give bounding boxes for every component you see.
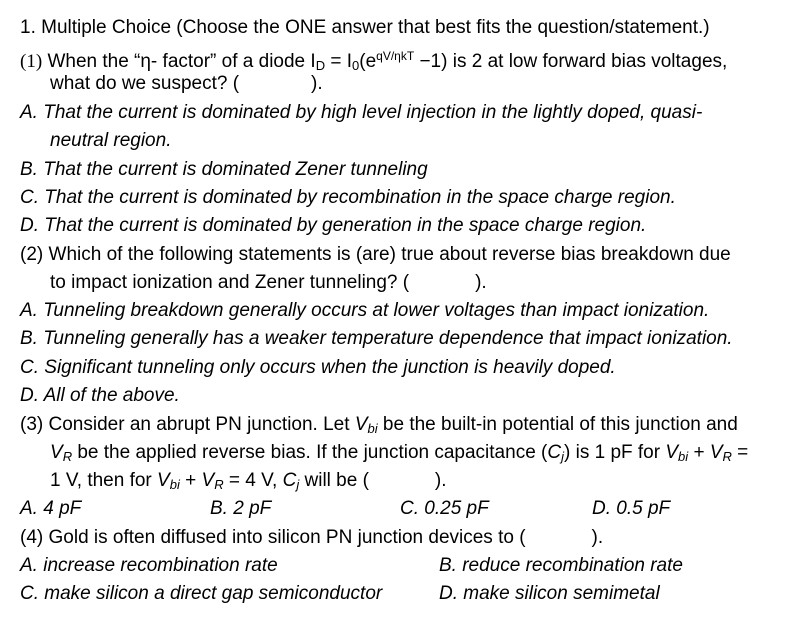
question-2-stem-cont: to impact ionization and Zener tunneling? ( ).: [50, 272, 487, 293]
question-2-option-b: B. Tunneling generally has a weaker temperature dependence that impact ionization.: [20, 328, 733, 349]
question-4-option-a: A. increase recombination rate: [20, 555, 278, 576]
question-3-stem-line-2: $V_R$ be the applied reverse bias. If the junction capacitance $(C_j)$ is 1 pF for $V_{bi} + V_R$ =: [50, 442, 749, 464]
question-1-text: When the “η- factor” of a diode $I_D = I_0(e^{qV/\eta kT} -1)$ is 2 at low forward bias voltages,: [47, 49, 728, 73]
question-4-option-d: D. make silicon semimetal: [439, 583, 660, 604]
question-3-option-d: D. 0.5 pF: [592, 498, 671, 519]
question-1-stem-cont: what do we suspect? ( ).: [50, 73, 323, 94]
question-1-number: (1): [20, 51, 43, 72]
question-4-option-b: B. reduce recombination rate: [439, 555, 683, 576]
question-1-option-a-cont: neutral region.: [50, 130, 172, 151]
question-3-option-a: A. 4 pF: [20, 498, 82, 519]
question-1-option-d: D. That the current is dominated by generation in the space charge region.: [20, 215, 647, 236]
question-3-option-b: B. 2 pF: [210, 498, 272, 519]
question-2-option-c: C. Significant tunneling only occurs when the junction is heavily doped.: [20, 357, 616, 378]
section-heading: 1. Multiple Choice (Choose the ONE answer that best fits the question/statement.): [20, 17, 710, 38]
question-4-option-c: C. make silicon a direct gap semiconductor: [20, 583, 383, 604]
question-2-option-d: D. All of the above.: [20, 385, 180, 406]
question-1-option-b: B. That the current is dominated Zener tunneling: [20, 159, 428, 180]
question-1-option-a: A. That the current is dominated by high level injection in the lightly doped, quasi-: [20, 102, 703, 123]
question-3-stem-line-3: 1 V, then for $V_{bi} + V_R = 4$ V, $C_j$ will be ( ).: [50, 470, 447, 492]
question-3-option-c: C. 0.25 pF: [400, 498, 489, 519]
question-2-stem: (2) Which of the following statements is (are) true about reverse bias breakdown due: [20, 244, 731, 265]
question-3-stem: (3) Consider an abrupt PN junction. Let $V_{bi}$ be the built-in potential of this junction and: [20, 414, 738, 436]
question-1-option-c: C. That the current is dominated by recombination in the space charge region.: [20, 187, 676, 208]
question-4-stem: (4) Gold is often diffused into silicon PN junction devices to ( ).: [20, 527, 604, 548]
question-2-option-a: A. Tunneling breakdown generally occurs at lower voltages than impact ionization.: [20, 300, 710, 321]
